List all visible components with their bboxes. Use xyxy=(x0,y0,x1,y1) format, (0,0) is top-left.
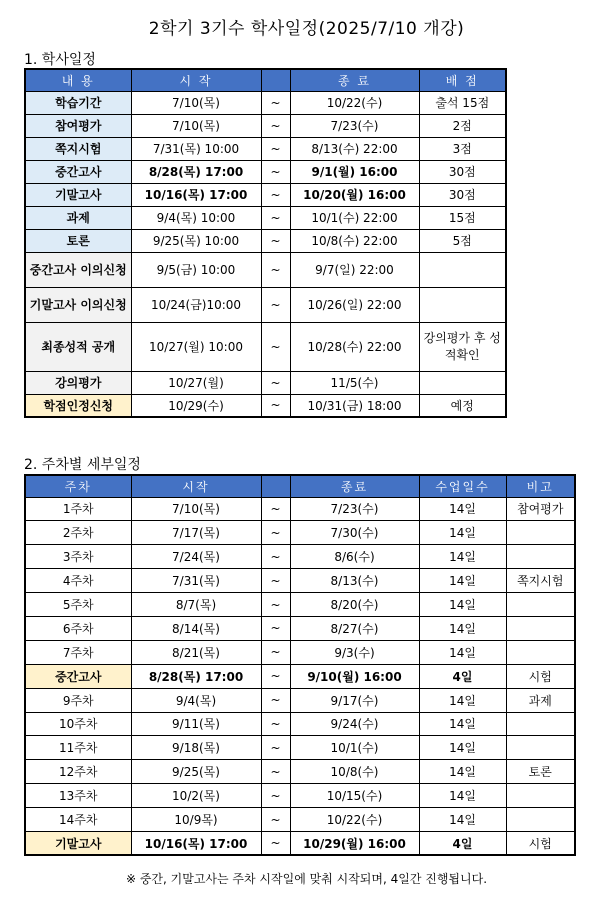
start-cell: 7/10(목) xyxy=(131,114,261,137)
remarks-cell: 토론 xyxy=(506,760,575,784)
header-start: 시작 xyxy=(131,475,261,497)
end-cell: 9/7(일) 22:00 xyxy=(290,252,419,287)
start-cell: 10/24(금)10:00 xyxy=(131,287,261,322)
table-row xyxy=(25,371,506,394)
header-end: 종 료 xyxy=(290,69,419,91)
start-cell: 7/10(목) xyxy=(131,91,261,114)
table-row xyxy=(25,616,575,640)
tilde-cell: ~ xyxy=(261,371,290,394)
item-label: 중간고사 이의신청 xyxy=(25,252,131,287)
score-cell: 출석 15점 xyxy=(419,91,506,114)
start-cell: 9/25(목) 10:00 xyxy=(131,229,261,252)
item-label: 학점인정신청 xyxy=(25,394,131,417)
table-row xyxy=(25,831,575,855)
tilde-cell: ~ xyxy=(261,688,290,712)
end-cell: 9/1(월) 16:00 xyxy=(290,160,419,183)
start-cell: 9/25(목) xyxy=(131,760,261,784)
table-row xyxy=(25,137,506,160)
tilde-cell: ~ xyxy=(261,760,290,784)
start-cell: 9/5(금) 10:00 xyxy=(131,252,261,287)
table-row xyxy=(25,545,575,569)
header-score: 배 점 xyxy=(419,69,506,91)
end-cell: 10/20(월) 16:00 xyxy=(290,183,419,206)
end-cell: 8/13(수) xyxy=(290,569,419,593)
end-cell: 10/1(수) 22:00 xyxy=(290,206,419,229)
tilde-cell: ~ xyxy=(261,206,290,229)
tilde-cell: ~ xyxy=(261,545,290,569)
tilde-cell: ~ xyxy=(261,664,290,688)
days-cell: 4일 xyxy=(419,664,506,688)
remarks-cell xyxy=(506,593,575,617)
end-cell: 8/27(수) xyxy=(290,616,419,640)
week-cell: 3주차 xyxy=(25,545,131,569)
days-cell: 14일 xyxy=(419,569,506,593)
score-cell: 예정 xyxy=(419,394,506,417)
start-cell: 7/31(목) 10:00 xyxy=(131,137,261,160)
week-cell: 1주차 xyxy=(25,497,131,521)
table-row xyxy=(25,497,575,521)
item-label: 학습기간 xyxy=(25,91,131,114)
academic-schedule-table xyxy=(24,68,507,418)
week-cell: 12주차 xyxy=(25,760,131,784)
start-cell: 7/31(목) xyxy=(131,569,261,593)
header-blank xyxy=(261,475,290,497)
table-row xyxy=(25,322,506,371)
end-cell: 10/28(수) 22:00 xyxy=(290,322,419,371)
week-cell: 4주차 xyxy=(25,569,131,593)
start-cell: 7/17(목) xyxy=(131,521,261,545)
item-label: 참여평가 xyxy=(25,114,131,137)
table-row xyxy=(25,394,506,417)
header-remarks: 비고 xyxy=(506,475,575,497)
page-title: 2학기 3기수 학사일정(2025/7/10 개강) xyxy=(148,19,465,39)
table-row xyxy=(25,521,575,545)
table-row xyxy=(25,712,575,736)
end-cell: 7/30(수) xyxy=(290,521,419,545)
days-cell: 14일 xyxy=(419,593,506,617)
tilde-cell: ~ xyxy=(261,160,290,183)
tilde-cell: ~ xyxy=(261,229,290,252)
table-row xyxy=(25,569,575,593)
end-cell: 8/20(수) xyxy=(290,593,419,617)
start-cell: 10/2(목) xyxy=(131,784,261,808)
table-header-row xyxy=(25,69,506,91)
start-cell: 9/4(목) 10:00 xyxy=(131,206,261,229)
end-cell: 9/24(수) xyxy=(290,712,419,736)
table-row xyxy=(25,114,506,137)
table-row xyxy=(25,664,575,688)
days-cell: 14일 xyxy=(419,736,506,760)
week-cell: 13주차 xyxy=(25,784,131,808)
tilde-cell: ~ xyxy=(261,252,290,287)
end-cell: 10/1(수) xyxy=(290,736,419,760)
tilde-cell: ~ xyxy=(261,616,290,640)
days-cell: 14일 xyxy=(419,497,506,521)
item-label: 기말고사 이의신청 xyxy=(25,287,131,322)
score-cell: 2점 xyxy=(419,114,506,137)
tilde-cell: ~ xyxy=(261,183,290,206)
table-row xyxy=(25,287,506,322)
week-cell: 기말고사 xyxy=(25,831,131,855)
table-row xyxy=(25,640,575,664)
score-cell: 강의평가 후 성적확인 xyxy=(419,322,506,371)
week-cell: 10주차 xyxy=(25,712,131,736)
tilde-cell: ~ xyxy=(261,322,290,371)
remarks-cell: 시험 xyxy=(506,831,575,855)
remarks-cell xyxy=(506,640,575,664)
section2-heading: 2. 주차별 세부일정 xyxy=(24,457,141,473)
end-cell: 10/31(금) 18:00 xyxy=(290,394,419,417)
item-label: 강의평가 xyxy=(25,371,131,394)
start-cell: 10/9목) xyxy=(131,808,261,832)
end-cell: 10/26(일) 22:00 xyxy=(290,287,419,322)
score-cell: 15점 xyxy=(419,206,506,229)
header-start: 시 작 xyxy=(131,69,261,91)
start-cell: 8/21(목) xyxy=(131,640,261,664)
end-cell: 8/6(수) xyxy=(290,545,419,569)
remarks-cell: 시험 xyxy=(506,664,575,688)
days-cell: 14일 xyxy=(419,808,506,832)
start-cell: 9/11(목) xyxy=(131,712,261,736)
end-cell: 11/5(수) xyxy=(290,371,419,394)
start-cell: 10/27(월) 10:00 xyxy=(131,322,261,371)
item-label: 최종성적 공개 xyxy=(25,322,131,371)
start-cell: 7/10(목) xyxy=(131,497,261,521)
tilde-cell: ~ xyxy=(261,808,290,832)
table-row xyxy=(25,784,575,808)
start-cell: 8/28(목) 17:00 xyxy=(131,160,261,183)
start-cell: 10/27(월) xyxy=(131,371,261,394)
end-cell: 10/15(수) xyxy=(290,784,419,808)
table-row xyxy=(25,760,575,784)
table-row xyxy=(25,160,506,183)
tilde-cell: ~ xyxy=(261,569,290,593)
end-cell: 9/3(수) xyxy=(290,640,419,664)
tilde-cell: ~ xyxy=(261,137,290,160)
item-label: 쪽지시험 xyxy=(25,137,131,160)
remarks-cell: 과제 xyxy=(506,688,575,712)
days-cell: 14일 xyxy=(419,640,506,664)
days-cell: 14일 xyxy=(419,545,506,569)
remarks-cell: 쪽지시험 xyxy=(506,569,575,593)
days-cell: 14일 xyxy=(419,616,506,640)
remarks-cell xyxy=(506,736,575,760)
days-cell: 14일 xyxy=(419,712,506,736)
item-label: 중간고사 xyxy=(25,160,131,183)
remarks-cell xyxy=(506,784,575,808)
end-cell: 9/17(수) xyxy=(290,688,419,712)
days-cell: 14일 xyxy=(419,521,506,545)
remarks-cell xyxy=(506,521,575,545)
header-end: 종료 xyxy=(290,475,419,497)
score-cell xyxy=(419,371,506,394)
footnote: ※ 중간, 기말고사는 주차 시작일에 맞춰 시작되며, 4일간 진행됩니다. xyxy=(125,872,488,886)
item-label: 과제 xyxy=(25,206,131,229)
week-cell: 7주차 xyxy=(25,640,131,664)
remarks-cell: 참여평가 xyxy=(506,497,575,521)
tilde-cell: ~ xyxy=(261,712,290,736)
score-cell xyxy=(419,287,506,322)
header-content: 내 용 xyxy=(25,69,131,91)
tilde-cell: ~ xyxy=(261,287,290,322)
end-cell: 10/8(수) xyxy=(290,760,419,784)
end-cell: 10/29(월) 16:00 xyxy=(290,831,419,855)
table-row xyxy=(25,206,506,229)
start-cell: 9/18(목) xyxy=(131,736,261,760)
header-days: 수업일수 xyxy=(419,475,506,497)
end-cell: 7/23(수) xyxy=(290,497,419,521)
start-cell: 10/29(수) xyxy=(131,394,261,417)
table-row xyxy=(25,688,575,712)
item-label: 토론 xyxy=(25,229,131,252)
week-cell: 5주차 xyxy=(25,593,131,617)
score-cell xyxy=(419,252,506,287)
table-header-row xyxy=(25,475,575,497)
table-row xyxy=(25,183,506,206)
item-label: 기말고사 xyxy=(25,183,131,206)
tilde-cell: ~ xyxy=(261,497,290,521)
table-row xyxy=(25,252,506,287)
end-cell: 7/23(수) xyxy=(290,114,419,137)
start-cell: 10/16(목) 17:00 xyxy=(131,183,261,206)
end-cell: 10/22(수) xyxy=(290,808,419,832)
week-cell: 중간고사 xyxy=(25,664,131,688)
tilde-cell: ~ xyxy=(261,640,290,664)
start-cell: 7/24(목) xyxy=(131,545,261,569)
remarks-cell xyxy=(506,808,575,832)
section1-heading: 1. 학사일정 xyxy=(24,52,96,68)
start-cell: 8/28(목) 17:00 xyxy=(131,664,261,688)
table-row xyxy=(25,593,575,617)
table-row xyxy=(25,91,506,114)
score-cell: 30점 xyxy=(419,160,506,183)
header-blank xyxy=(261,69,290,91)
score-cell: 5점 xyxy=(419,229,506,252)
week-cell: 9주차 xyxy=(25,688,131,712)
days-cell: 4일 xyxy=(419,831,506,855)
week-cell: 2주차 xyxy=(25,521,131,545)
weekly-schedule-table xyxy=(24,474,576,856)
score-cell: 30점 xyxy=(419,183,506,206)
tilde-cell: ~ xyxy=(261,114,290,137)
tilde-cell: ~ xyxy=(261,394,290,417)
remarks-cell xyxy=(506,616,575,640)
week-cell: 6주차 xyxy=(25,616,131,640)
week-cell: 11주차 xyxy=(25,736,131,760)
start-cell: 8/7(목) xyxy=(131,593,261,617)
days-cell: 14일 xyxy=(419,784,506,808)
start-cell: 9/4(목) xyxy=(131,688,261,712)
start-cell: 8/14(목) xyxy=(131,616,261,640)
days-cell: 14일 xyxy=(419,688,506,712)
end-cell: 10/22(수) xyxy=(290,91,419,114)
tilde-cell: ~ xyxy=(261,593,290,617)
remarks-cell xyxy=(506,712,575,736)
end-cell: 9/10(월) 16:00 xyxy=(290,664,419,688)
table-row xyxy=(25,808,575,832)
tilde-cell: ~ xyxy=(261,736,290,760)
days-cell: 14일 xyxy=(419,760,506,784)
end-cell: 10/8(수) 22:00 xyxy=(290,229,419,252)
start-cell: 10/16(목) 17:00 xyxy=(131,831,261,855)
score-cell: 3점 xyxy=(419,137,506,160)
table-row xyxy=(25,229,506,252)
table-row xyxy=(25,736,575,760)
end-cell: 8/13(수) 22:00 xyxy=(290,137,419,160)
tilde-cell: ~ xyxy=(261,521,290,545)
header-week: 주차 xyxy=(25,475,131,497)
tilde-cell: ~ xyxy=(261,91,290,114)
tilde-cell: ~ xyxy=(261,784,290,808)
tilde-cell: ~ xyxy=(261,831,290,855)
remarks-cell xyxy=(506,545,575,569)
week-cell: 14주차 xyxy=(25,808,131,832)
